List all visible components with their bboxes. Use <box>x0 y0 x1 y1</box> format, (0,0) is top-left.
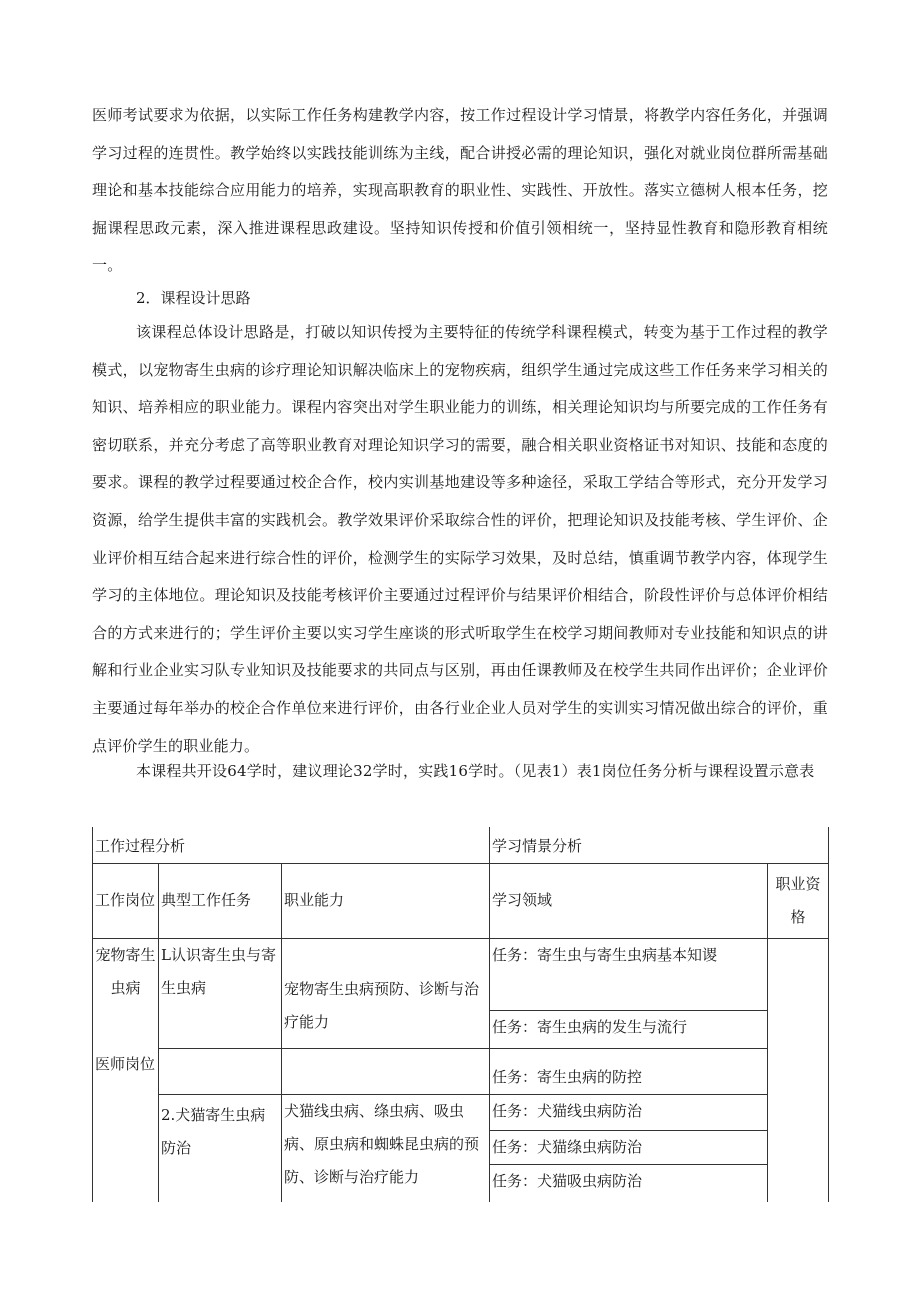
ability-cell-1: 宠物寄生虫病预防、诊断与治疗能力 <box>282 938 490 1048</box>
section-heading: 2．课程设计思路 <box>136 289 251 307</box>
task-cell-2: 2.犬猫寄生虫病防治 <box>159 1094 282 1202</box>
domain-cell-4: 任务：犬猫线虫病防治 <box>490 1094 768 1130</box>
table-row <box>93 1094 829 1130</box>
paragraph-hours: 本课程共开设64学时，建议理论32学时，实践16学时。（见表1）表1岗位任务分析与课程设置示意表 <box>136 762 815 780</box>
course-analysis-table <box>92 827 829 1202</box>
domain-cell-6: 任务：犬猫吸虫病防治 <box>490 1164 768 1202</box>
paragraph-intro: 医师考试要求为依据，以实际工作任务构建教学内容，按工作过程设计学习情景，将教学内容任务化，并强调学习过程的连贯性。教学始终以实践技能训练为主线，配合讲授必需的理论知识，强化对就业岗位群所需基础理论和基本技能综合应用能力的培养，实现高职教育的职业性、实践性、开放性。落实立德树人根本任务，挖掘课程思政元素，深入推进课程思政建设。坚持知识传授和价值引领相统一，坚持显性教育和隐形教育相统一。 <box>92 106 828 275</box>
task-cell-1: L认识寄生虫与寄生虫病 <box>159 938 282 1048</box>
col-header-post: 工作岗位 <box>93 863 159 938</box>
ability-cell-2: 犬猫线虫病、绦虫病、吸虫病、原虫病和蜘蛛昆虫病的预防、诊断与治疗能力 <box>282 1094 490 1202</box>
header-work-process: 工作过程分析 <box>93 827 490 863</box>
task-cell-empty <box>159 1048 282 1094</box>
qualification-cell <box>768 938 829 1202</box>
table-row <box>93 827 829 863</box>
domain-cell-1: 任务：寄生虫与寄生虫病基本知谡 <box>490 938 768 1010</box>
paragraph-design: 该课程总体设计思路是，打破以知识传授为主要特征的传统学科课程模式，转变为基于工作过程的教学模式，以宠物寄生虫病的诊疗理论知识解决临床上的宠物疾病，组织学生通过完成这些工作任务来学习相关的知识、培养相应的职业能力。课程内容突出对学生职业能力的训练，相关理论知识均与所要完成的工作任务有密切联系，并充分考虑了高等职业教育对理论知识学习的需要，融合相关职业资格证书对知识、技能和态度的要求。课程的教学过程要通过校企合作，校内实训基地建设等多种途径，采取工学结合等形式，充分开发学习资源，给学生提供丰富的实践机会。教学效果评价采取综合性的评价，把理论知识及技能考核、学生评价、企业评价相互结合起来进行综合性的评价，检测学生的实际学习效果，及时总结，慎重调节教学内容，体现学生学习的主体地位。理论知识及技能考核评价主要通过过程评价与结果评价相结合，阶段性评价与总体评价相结合的方式来进行的；学生评价主要以实习学生座谈的形式听取学生在校学习期间教师对专业技能和知识点的讲解和行业企业实习队专业知识及技能要求的共同点与区别，再由任课教师及在校学生共同作出评价；企业评价主要通过每年举办的校企合作单位来进行评价，由各行业企业人员对学生的实训实习情况做出综合的评价，重点评价学生的职业能力。 <box>92 323 828 755</box>
col-header-qualification: 职业资格 <box>768 863 829 938</box>
table-row <box>93 1048 829 1094</box>
post-cell-1: 宠物寄生虫病 <box>93 938 159 1048</box>
col-header-task: 典型工作任务 <box>159 863 282 938</box>
col-header-domain: 学习领域 <box>490 863 768 938</box>
table-row <box>93 938 829 1010</box>
domain-cell-5: 任务：犬猫绦虫病防治 <box>490 1130 768 1164</box>
col-header-ability: 职业能力 <box>282 863 490 938</box>
ability-cell-empty <box>282 1048 490 1094</box>
post-cell-2: 医师岗位 <box>93 1048 159 1202</box>
table-row <box>93 863 829 938</box>
header-learning-scenario: 学习情景分析 <box>490 827 829 863</box>
domain-cell-3: 任务：寄生虫病的防控 <box>490 1048 768 1094</box>
domain-cell-2: 任务：寄生虫病的发生与流行 <box>490 1010 768 1048</box>
